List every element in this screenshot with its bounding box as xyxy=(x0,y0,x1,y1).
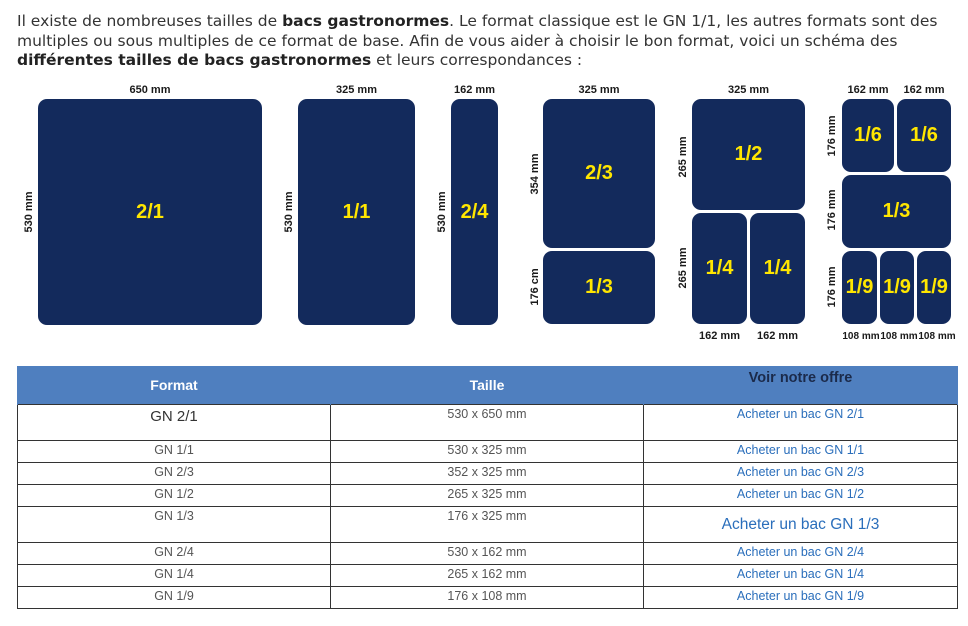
dim-2-3-height: 354 mm xyxy=(529,153,541,195)
intro-text-1: Il existe de nombreuses tailles de xyxy=(17,12,283,30)
dim-1-9-width-a: 108 mm xyxy=(842,331,880,342)
pan-label: 1/9 xyxy=(883,276,911,298)
cell-format: GN 1/1 xyxy=(18,441,331,463)
pan-label: 1/3 xyxy=(585,276,613,298)
cell-taille: 265 x 162 mm xyxy=(331,565,644,587)
dim-1-9-width-c: 108 mm xyxy=(918,331,956,342)
pan-1-4-left xyxy=(692,213,747,324)
cell-offre xyxy=(644,463,958,485)
dim-1-6-width-right: 162 mm xyxy=(903,84,945,96)
buy-link[interactable]: Acheter un bac GN 2/1 xyxy=(736,407,865,421)
pan-label: 1/9 xyxy=(920,276,948,298)
buy-link[interactable]: Acheter un bac GN 1/9 xyxy=(736,589,865,603)
pan-1-9-c xyxy=(917,251,951,324)
pan-label: 2/3 xyxy=(585,162,613,184)
dim-2-1-height: 530 mm xyxy=(23,191,35,233)
dim-1-3-height: 176 cm xyxy=(529,268,541,306)
dim-2-3-width: 325 mm xyxy=(578,84,620,96)
cell-taille: 530 x 650 mm xyxy=(331,405,644,441)
pan-1-6-left xyxy=(842,99,894,172)
buy-link[interactable]: Acheter un bac GN 2/3 xyxy=(736,465,865,479)
pan-label: 1/9 xyxy=(845,276,874,298)
table-row xyxy=(18,463,958,485)
dim-1-2-height: 265 mm xyxy=(677,136,689,178)
sizes-table xyxy=(17,366,958,609)
table-row xyxy=(18,441,958,463)
table-row xyxy=(18,507,958,543)
pan-label: 1/2 xyxy=(734,143,763,165)
pan-label: 1/3 xyxy=(882,200,911,222)
dim-1-9-width-b: 108 mm xyxy=(880,331,918,342)
cell-format: GN 1/3 xyxy=(18,507,331,543)
cell-offre xyxy=(644,441,958,463)
pan-label: 1/4 xyxy=(763,257,792,279)
table-row xyxy=(18,587,958,609)
pan-1-4-right xyxy=(750,213,805,324)
cell-format: GN 2/3 xyxy=(18,463,331,485)
cell-format: GN 2/4 xyxy=(18,543,331,565)
pan-label: 2/1 xyxy=(136,200,164,223)
dim-1-4-width-right: 162 mm xyxy=(757,330,798,342)
pan-1-2 xyxy=(692,99,805,210)
cell-taille: 176 x 108 mm xyxy=(331,587,644,609)
cell-format: GN 1/9 xyxy=(18,587,331,609)
pan-label: 1/4 xyxy=(705,257,734,279)
dim-2-4-width: 162 mm xyxy=(454,84,495,96)
pan-1-9-b xyxy=(880,251,914,324)
dim-1-3b-height: 176 mm xyxy=(826,189,838,231)
intro-bold-1: bacs gastronormes xyxy=(282,12,450,30)
cell-format: GN 2/1 xyxy=(18,405,331,441)
dim-1-4-height: 265 mm xyxy=(677,247,689,289)
cell-format: GN 1/2 xyxy=(18,485,331,507)
buy-link[interactable]: Acheter un bac GN 2/4 xyxy=(736,545,865,559)
pan-label: 1/1 xyxy=(342,200,371,223)
intro-text-3: et leurs correspondances : xyxy=(371,51,583,69)
cell-taille: 530 x 325 mm xyxy=(331,441,644,463)
header-offre: Voir notre offre xyxy=(644,366,958,405)
buy-link[interactable]: Acheter un bac GN 1/4 xyxy=(736,567,865,581)
intro-paragraph xyxy=(17,12,957,71)
table-row xyxy=(18,543,958,565)
dim-2-4-height: 530 mm xyxy=(436,191,448,233)
intro-text-2: . Le format classique est le GN 1/1, les autres formats sont des multiples ou sous multiples de ce format de base. Afin de vous aider à choisir le bon format, voici un schéma des xyxy=(17,12,938,50)
table-row xyxy=(18,485,958,507)
header-taille: Taille xyxy=(331,366,644,405)
pan-label: 1/6 xyxy=(854,124,882,146)
cell-format: GN 1/4 xyxy=(18,565,331,587)
table-row xyxy=(18,405,958,441)
cell-offre xyxy=(644,587,958,609)
pan-1-3 xyxy=(543,251,655,324)
pan-2-1 xyxy=(38,99,262,325)
cell-offre xyxy=(644,485,958,507)
pan-1-6-right xyxy=(897,99,951,172)
table-header-row xyxy=(18,366,958,405)
pan-1-3-wide xyxy=(842,175,951,248)
cell-taille: 352 x 325 mm xyxy=(331,463,644,485)
buy-link[interactable]: Acheter un bac GN 1/1 xyxy=(736,443,865,457)
dim-2-1-width: 650 mm xyxy=(129,84,171,96)
dim-1-1-width: 325 mm xyxy=(336,84,377,96)
dim-1-9-height: 176 mm xyxy=(826,266,838,308)
dim-1-2-width: 325 mm xyxy=(728,84,769,96)
cell-offre xyxy=(644,405,958,441)
cell-taille: 176 x 325 mm xyxy=(331,507,644,543)
dim-1-6-width-left: 162 mm xyxy=(847,84,889,96)
buy-link[interactable]: Acheter un bac GN 1/2 xyxy=(736,487,865,501)
cell-offre xyxy=(644,543,958,565)
pan-2-3 xyxy=(543,99,655,248)
cell-offre xyxy=(644,507,958,543)
cell-taille: 265 x 325 mm xyxy=(331,485,644,507)
buy-link[interactable]: Acheter un bac GN 1/3 xyxy=(721,516,880,533)
pan-2-4 xyxy=(451,99,498,325)
cell-taille: 530 x 162 mm xyxy=(331,543,644,565)
dim-1-1-height: 530 mm xyxy=(283,191,295,233)
intro-bold-2: différentes tailles de bacs gastronormes xyxy=(17,51,372,69)
header-format: Format xyxy=(18,366,331,405)
pan-1-1 xyxy=(298,99,415,325)
dim-1-6-height: 176 mm xyxy=(826,115,838,157)
pan-label: 1/6 xyxy=(910,124,938,146)
dim-1-4-width-left: 162 mm xyxy=(699,330,740,342)
pan-1-9-a xyxy=(842,251,877,324)
cell-offre xyxy=(644,565,958,587)
pan-label: 2/4 xyxy=(460,200,489,223)
table-row xyxy=(18,565,958,587)
